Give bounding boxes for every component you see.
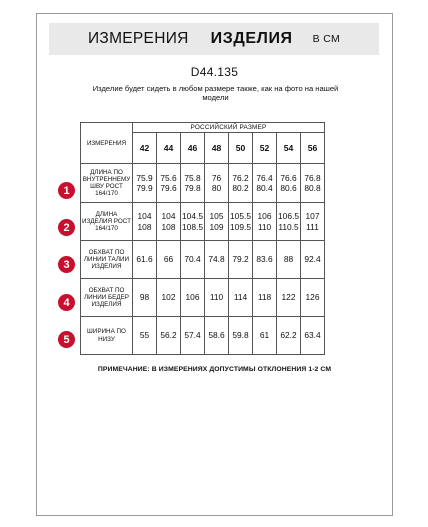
value-text: 108.5: [182, 221, 203, 232]
value-text: 104: [137, 211, 152, 221]
value-cell: [277, 317, 301, 355]
size-header-46: 46: [181, 133, 205, 164]
measurement-table-wrap: [80, 122, 325, 355]
value-text: 61: [259, 330, 270, 341]
value-text: 105.5: [230, 211, 251, 221]
value-text: 118: [257, 292, 272, 303]
fit-description: Изделие будет сидеть в любом размере также, как на фото на нашей модели: [92, 84, 339, 102]
row-number-badge: 2: [58, 219, 75, 236]
value-cell: [181, 203, 205, 241]
value-text: 88: [283, 254, 294, 265]
size-header-42: 42: [133, 133, 157, 164]
value-cell: [157, 279, 181, 317]
value-text: 109.5: [230, 221, 251, 232]
measurement-table: [80, 122, 325, 355]
value-text: 107: [305, 211, 320, 221]
size-header-56: 56: [301, 133, 325, 164]
value-text: 80.4: [256, 183, 273, 193]
value-text: 75.8: [184, 172, 201, 183]
row-label: ОБХВАТ ПО ЛИНИИ ТАЛИИ ИЗДЕЛИЯ: [81, 241, 133, 279]
value-cell: [229, 241, 253, 279]
header-word-product: ИЗДЕЛИЯ: [210, 30, 293, 47]
row-number-badge: 4: [58, 294, 75, 311]
value-text: 79.2: [232, 254, 249, 265]
value-cell: [205, 164, 229, 203]
size-header-54: 54: [277, 133, 301, 164]
value-text: 75.9: [136, 172, 153, 183]
value-text: 80.6: [280, 183, 297, 193]
value-text: 109: [209, 221, 224, 232]
table-row: [81, 279, 325, 317]
size-header-48: 48: [205, 133, 229, 164]
value-cell: [205, 241, 229, 279]
value-cell: [301, 241, 325, 279]
value-cell: [181, 164, 205, 203]
value-text: 70.4: [184, 254, 201, 265]
value-text: 108: [137, 221, 152, 232]
value-text: 110: [257, 221, 272, 232]
value-text: 59.8: [232, 330, 249, 341]
value-text: 63.4: [304, 330, 321, 341]
value-cell: [277, 279, 301, 317]
value-cell: [181, 279, 205, 317]
value-text: 110: [209, 292, 224, 303]
value-text: 66: [163, 254, 174, 265]
value-text: 110.5: [278, 221, 299, 232]
value-text: 75.6: [160, 172, 177, 183]
size-group-label: РОССИЙСКИЙ РАЗМЕР: [133, 123, 325, 133]
header-word-units: В СМ: [312, 33, 341, 45]
value-cell: [253, 241, 277, 279]
value-cell: [181, 317, 205, 355]
row-number-badge: 3: [58, 256, 75, 273]
value-cell: [181, 241, 205, 279]
value-cell: [253, 203, 277, 241]
value-text: 76.4: [256, 172, 273, 183]
value-cell: [229, 279, 253, 317]
row-label: ШИРИНА ПО НИЗУ: [81, 317, 133, 355]
row-number-badge: 5: [58, 331, 75, 348]
value-cell: [301, 164, 325, 203]
size-header-44: 44: [157, 133, 181, 164]
value-text: 57.4: [184, 330, 201, 341]
row-label: ОБХВАТ ПО ЛИНИИ БЕДЕР ИЗДЕЛИЯ: [81, 279, 133, 317]
value-cell: [253, 164, 277, 203]
value-text: 58.6: [208, 330, 225, 341]
table-row: [81, 164, 325, 203]
value-cell: [301, 279, 325, 317]
value-text: 106: [185, 292, 200, 303]
value-text: 106.5: [278, 211, 299, 221]
value-text: 79.6: [160, 183, 177, 193]
value-cell: [301, 317, 325, 355]
value-cell: [133, 164, 157, 203]
value-text: 104.5: [182, 211, 203, 221]
value-text: 102: [161, 292, 176, 303]
size-header-50: 50: [229, 133, 253, 164]
value-text: 111: [306, 221, 319, 232]
value-text: 98: [139, 292, 150, 303]
row-number-badge: 1: [58, 182, 75, 199]
table-row: [81, 241, 325, 279]
value-text: 106: [257, 211, 272, 221]
value-text: 80.2: [232, 183, 249, 193]
value-cell: [133, 317, 157, 355]
table-row: [81, 203, 325, 241]
value-text: 62.2: [280, 330, 297, 341]
value-text: 55: [139, 330, 150, 341]
row-label: ДЛИНА ПО ВНУТРЕННЕМУ ШВУ РОСТ 164/170: [81, 164, 133, 203]
value-text: 79.9: [136, 183, 153, 193]
value-text: 76.6: [280, 172, 297, 183]
value-cell: [277, 164, 301, 203]
table-row: [81, 317, 325, 355]
value-text: 61.6: [136, 254, 153, 265]
value-text: 105: [209, 211, 224, 221]
value-text: 74.8: [208, 254, 225, 265]
value-text: 76.8: [304, 172, 321, 183]
header-banner: [49, 23, 379, 55]
value-text: 76.2: [232, 172, 249, 183]
value-cell: [301, 203, 325, 241]
value-cell: [133, 203, 157, 241]
value-text: 80: [211, 183, 222, 193]
value-cell: [229, 203, 253, 241]
value-text: 122: [281, 292, 296, 303]
value-text: 126: [305, 292, 320, 303]
value-text: 108: [161, 221, 176, 232]
model-code: D44.135: [190, 65, 239, 79]
size-chart-sheet: [36, 13, 393, 516]
value-cell: [157, 241, 181, 279]
header-word-measurements: ИЗМЕРЕНИЯ: [87, 30, 189, 47]
value-text: 114: [233, 292, 248, 303]
value-cell: [253, 279, 277, 317]
value-text: 92.4: [304, 254, 321, 265]
corner-label: ИЗМЕРЕНИЯ: [81, 123, 133, 164]
value-cell: [133, 279, 157, 317]
value-cell: [133, 241, 157, 279]
value-cell: [229, 317, 253, 355]
value-text: 76: [211, 172, 222, 183]
value-cell: [253, 317, 277, 355]
value-cell: [277, 203, 301, 241]
value-text: 80.8: [304, 183, 321, 193]
value-cell: [205, 203, 229, 241]
value-cell: [157, 164, 181, 203]
tolerance-note: ПРИМЕЧАНИЕ: В ИЗМЕРЕНИЯХ ДОПУСТИМЫ ОТКЛОНЕНИЯ 1-2 СМ: [97, 366, 332, 373]
value-cell: [157, 317, 181, 355]
row-label: ДЛИНА ИЗДЕЛИЯ РОСТ 164/170: [81, 203, 133, 241]
value-cell: [229, 164, 253, 203]
value-text: 104: [161, 211, 176, 221]
value-text: 79.8: [184, 183, 201, 193]
size-header-52: 52: [253, 133, 277, 164]
value-text: 83.6: [256, 254, 273, 265]
value-cell: [277, 241, 301, 279]
value-cell: [205, 317, 229, 355]
value-text: 56.2: [160, 330, 177, 341]
value-cell: [157, 203, 181, 241]
value-cell: [205, 279, 229, 317]
